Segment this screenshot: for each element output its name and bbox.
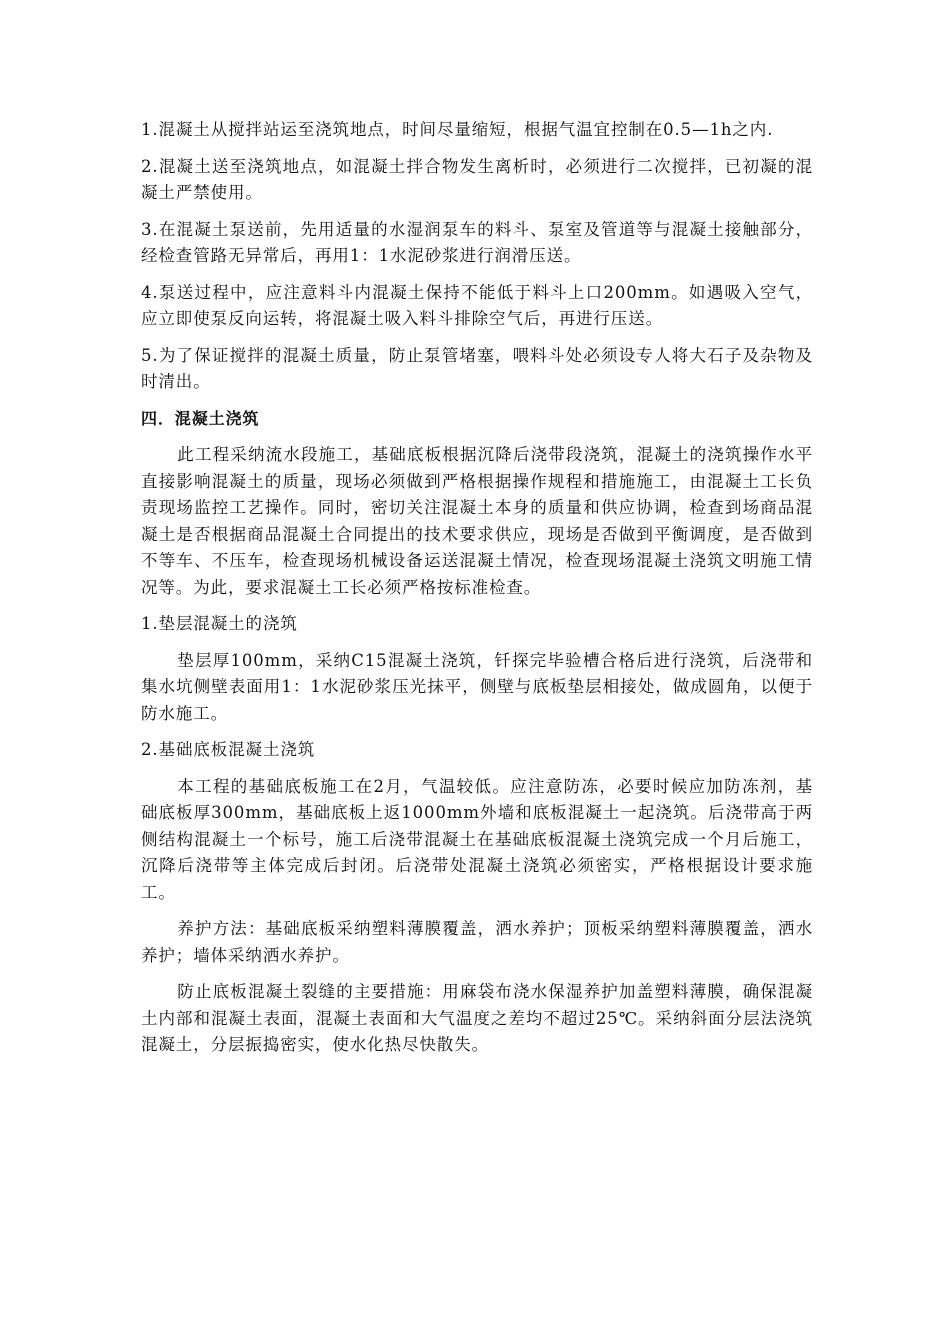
list-item: 5.为了保证搅拌的混凝土质量，防止泵管堵塞，喂料斗处必须设专人将大石子及杂物及时清出。 [141, 345, 813, 391]
section-intro-paragraph: 此工程采纳流水段施工，基础底板根据沉降后浇带段浇筑，混凝土的浇筑操作水平直接影响混凝土的质量，现场必须做到严格根据操作规程和措施施工，由混凝土工长负责现场监控工艺操作。同时，密切关注混凝土本身的质量和供应协调，检查到场商品混凝土是否根据商品混凝土合同提出的技术要求供应，现场是否做到平衡调度，是否做到不等车、不压车，检查现场机械设备运送混凝土情况，检查现场混凝土浇筑文明施工情况等。为此，要求混凝土工长必须严格按标准检查。 [141, 445, 813, 597]
list-item: 1.混凝土从搅拌站运至浇筑地点，时间尽量缩短，根据气温宜控制在0.5—1h之内. [141, 120, 774, 139]
document-page [141, 117, 813, 1069]
curing-method-paragraph: 养护方法：基础底板采纳塑料薄膜覆盖，洒水养护；顶板采纳塑料薄膜覆盖，洒水养护；墙体采纳洒水养护。 [141, 919, 813, 965]
list-item: 2.混凝土送至浇筑地点，如混凝土拌合物发生离析时，必须进行二次搅拌，已初凝的混凝土严禁使用。 [141, 156, 813, 202]
crack-prevention-paragraph: 防止底板混凝土裂缝的主要措施：用麻袋布浇水保湿养护加盖塑料薄膜，确保混凝土内部和混凝土表面，混凝土表面和大气温度之差均不超过25℃。采纳斜面分层法浇筑混凝土，分层振捣密实，使水化热尽快散失。 [141, 982, 813, 1054]
subsection-title-base-slab: 2.基础底板混凝土浇筑 [141, 740, 316, 759]
subsection-body-base-slab: 本工程的基础底板施工在2月，气温较低。应注意防冻，必要时候应加防冻剂，基础底板厚300mm，基础底板上返1000mm外墙和底板混凝土一起浇筑。后浇带高于两侧结构混凝土一个标号，施工后浇带混凝土在基础底板混凝土浇筑完成一个月后施工，沉降后浇带等主体完成后封闭。后浇带处混凝土浇筑必须密实，严格根据设计要求施工。 [141, 776, 813, 902]
subsection-title-cushion: 1.垫层混凝土的浇筑 [141, 614, 298, 633]
list-item: 4.泵送过程中，应注意料斗内混凝土保持不能低于料斗上口200mm。如遇吸入空气，应立即使泵反向运转，将混凝土吸入料斗排除空气后，再进行压送。 [141, 282, 813, 328]
section-heading: 四．混凝土浇筑 [141, 408, 260, 428]
list-item: 3.在混凝土泵送前，先用适量的水湿润泵车的料斗、泵室及管道等与混凝土接触部分，经检查管路无异常后，再用1：1水泥砂浆进行润滑压送。 [141, 219, 813, 265]
subsection-body-cushion: 垫层厚100mm，采纳C15混凝土浇筑，钎探完毕验槽合格后进行浇筑，后浇带和集水坑侧壁表面用1：1水泥砂浆压光抹平，侧壁与底板垫层相接处，做成圆角，以便于防水施工。 [141, 650, 813, 723]
